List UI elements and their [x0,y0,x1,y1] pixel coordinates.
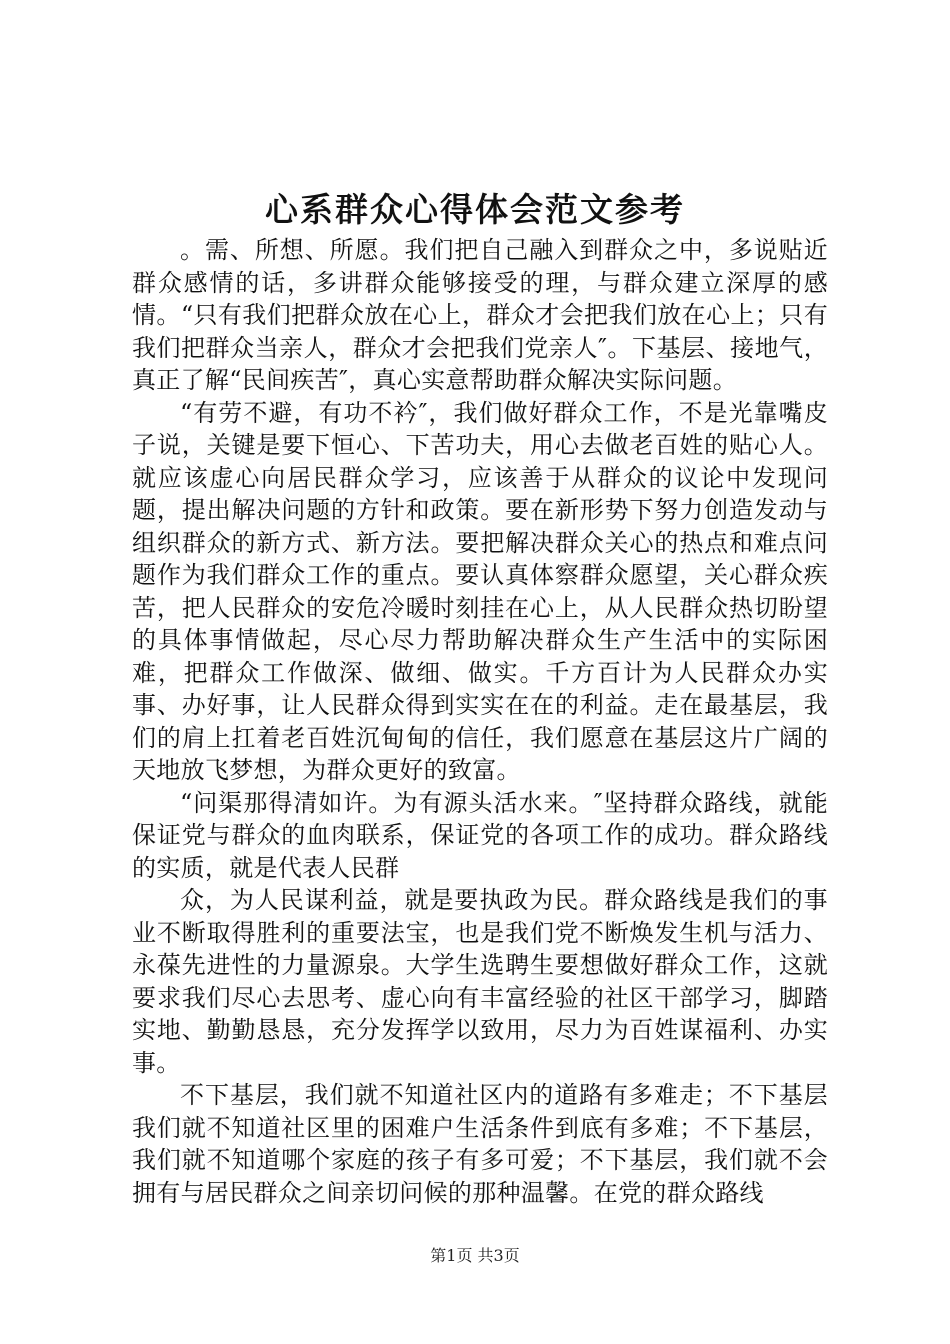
paragraph: 众，为人民谋利益，就是要执政为民。群众路线是我们的事业不断取得胜利的重要法宝，也是我们党不断焕发生机与活力、永葆先进性的力量源泉。大学生选聘生要想做好群众工作，这就要求我们尽心去思考、虚心向有丰富经验的社区干部学习，脚踏实地、勤勤恳恳，充分发挥学以致用，尽力为百姓谋福利、办实事。 [132,886,828,1077]
paragraph: 不下基层，我们就不知道社区内的道路有多难走；不下基层我们就不知道社区里的困难户生活条件到底有多难；不下基层，我们就不知道哪个家庭的孩子有多可爱；不下基层，我们就不会拥有与居民群众之间亲切问候的那种温馨。在党的群众路线 [132,1081,828,1207]
document-body [132,234,828,1209]
document-title: 心系群众心得体会范文参考 [265,190,685,229]
paragraph: “有劳不避，有功不衿″，我们做好群众工作，不是光靠嘴皮子说，关键是要下恒心、下苦功夫，用心去做老百姓的贴心人。就应该虚心向居民群众学习，应该善于从群众的议论中发现问题，提出解决问题的方针和政策。要在新形势下努力创造发动与组织群众的新方式、新方法。要把解决群众关心的热点和难点问题作为我们群众工作的重点。要认真体察群众愿望，关心群众疾苦，把人民群众的安危冷暖时刻挂在心上，从人民群众热切盼望的具体事情做起，尽心尽力帮助解决群众生产生活中的实际困难，把群众工作做深、做细、做实。千方百计为人民群众办实事、办好事，让人民群众得到实实在在的利益。走在最基层，我们的肩上扛着老百姓沉甸甸的信任，我们愿意在基层这片广阔的天地放飞梦想，为群众更好的致富。 [132,398,828,784]
paragraph: “问渠那得清如许。为有源头活水来。″坚持群众路线，就能保证党与群众的血肉联系，保证党的各项工作的成功。群众路线的实质，就是代表人民群 [132,788,828,882]
paragraph: 。需、所想、所愿。我们把自己融入到群众之中，多说贴近群众感情的话，多讲群众能够接受的理，与群众建立深厚的感情。“只有我们把群众放在心上，群众才会把我们放在心上；只有我们把群众当亲人，群众才会把我们党亲人″。下基层、接地气，真正了解“民间疾苦″，真心实意帮助群众解决实际问题。 [132,236,828,394]
page-footer: 第1页 共3页 [430,1246,520,1265]
